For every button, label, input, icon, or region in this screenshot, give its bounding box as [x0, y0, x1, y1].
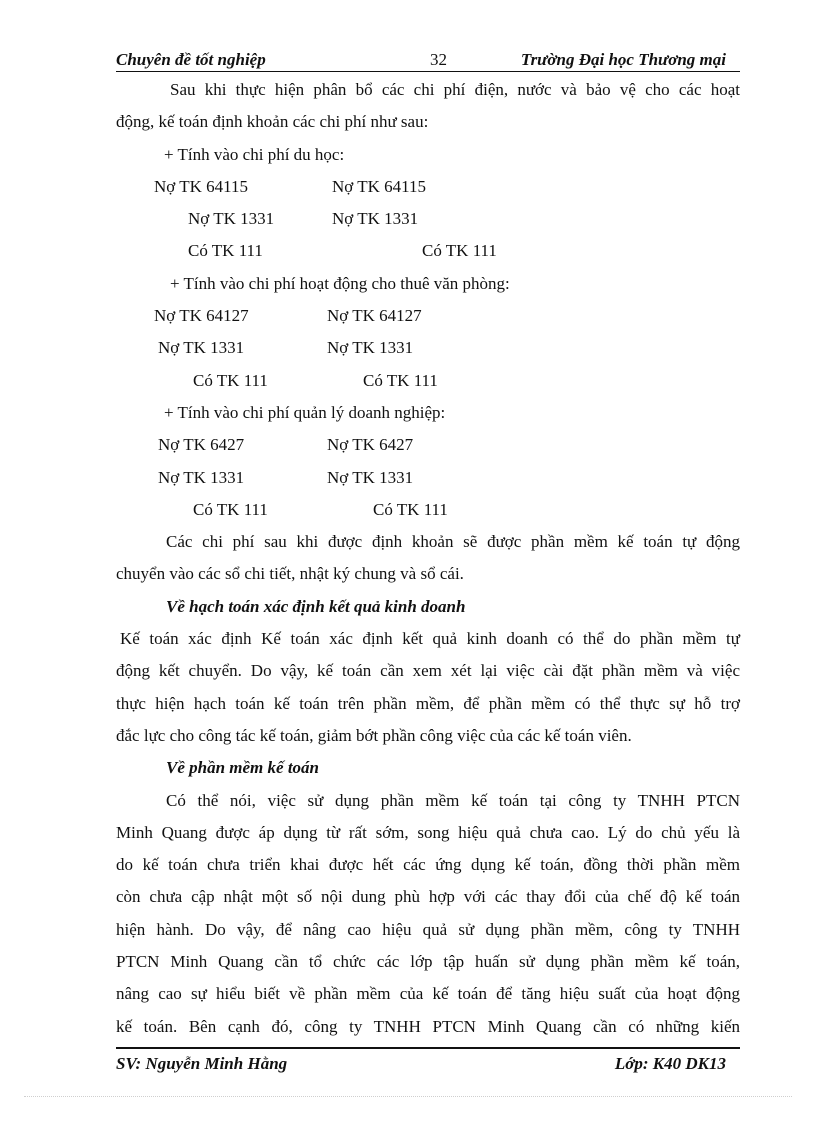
- entry-row: [116, 203, 740, 235]
- page-bottom-dotted-line: [24, 1096, 792, 1097]
- cho-thue-title: + Tính vào chi phí hoạt động cho thuê văn phòng:: [170, 273, 510, 293]
- paragraph-line: Sau khi thực hiện phân bổ các chi phí điện, nước và bảo vệ cho các hoạt: [170, 80, 740, 99]
- paragraph-line: Minh Quang được áp dụng từ rất sớm, song hiệu quả chưa cao. Lý do chủ yếu là: [116, 822, 740, 842]
- entry-row: [116, 365, 740, 397]
- paragraph-line: động, kế toán định khoản các chi phí như sau:: [116, 112, 429, 132]
- entry-right: Có TK 111: [422, 241, 497, 261]
- footer-class: Lớp: K40 DK13: [614, 1054, 726, 1073]
- entry-row: [116, 494, 740, 526]
- entry-left: Nợ TK 64115: [154, 176, 248, 196]
- entry-row: [116, 235, 740, 267]
- entry-right: Nợ TK 1331: [327, 338, 414, 358]
- entry-right: Nợ TK 6427: [327, 435, 414, 455]
- entry-row: [116, 171, 740, 203]
- entry-right: Nợ TK 1331: [327, 467, 414, 487]
- section-heading-kinh-doanh: Về hạch toán xác định kết quả kinh doanh: [166, 596, 466, 616]
- paragraph-line: hiện hành. Do vậy, để nâng cao hiệu quả sử dụng phần mềm, công ty TNHH: [116, 919, 740, 939]
- paragraph-line: do kế toán chưa triển khai được hết các ứng dụng kế toán, đồng thời phần mềm: [116, 855, 740, 875]
- entry-left: Nợ TK 1331: [158, 467, 245, 487]
- page-footer: [116, 1052, 740, 1076]
- paragraph-line: Có thể nói, việc sử dụng phần mềm kế toán tại công ty TNHH PTCN: [166, 790, 740, 810]
- entry-left: Có TK 111: [188, 241, 263, 261]
- entry-right: Có TK 111: [373, 499, 448, 519]
- entry-right: Nợ TK 1331: [332, 209, 419, 229]
- page-number: 32: [430, 50, 447, 69]
- paragraph-line: động kết chuyển. Do vậy, kế toán cần xem xét lại việc cài đặt phần mềm và việc: [116, 661, 740, 681]
- paragraph-line: thực hiện hạch toán kế toán trên phần mềm, để phần mềm có thể thực sự hỗ trợ: [116, 693, 740, 713]
- du-hoc-title: + Tính vào chi phí du học:: [164, 144, 345, 164]
- entry-left: Nợ TK 64127: [154, 306, 249, 326]
- paragraph-line: nâng cao sự hiểu biết về phần mềm của kế toán để tăng hiệu suất của hoạt động: [116, 984, 740, 1004]
- entry-left: Có TK 111: [193, 499, 268, 519]
- header-university: Trường Đại học Thương mại: [520, 50, 726, 69]
- entry-row: [116, 332, 740, 364]
- entry-right: Nợ TK 64115: [332, 176, 426, 196]
- document-body: [116, 74, 740, 1043]
- paragraph-line: kế toán. Bên cạnh đó, công ty TNHH PTCN Minh Quang cần có những kiến: [116, 1016, 740, 1036]
- entry-row: [116, 462, 740, 494]
- paragraph-line: chuyển vào các sổ chi tiết, nhật ký chung và sổ cái.: [116, 564, 464, 584]
- footer-student-name: SV: Nguyễn Minh Hằng: [116, 1054, 288, 1073]
- quan-ly-title: + Tính vào chi phí quản lý doanh nghiệp:: [164, 402, 446, 422]
- entry-row: [116, 429, 740, 461]
- entry-left: Nợ TK 6427: [158, 435, 245, 455]
- footer-rule: [116, 1047, 740, 1049]
- entry-right: Có TK 111: [363, 370, 438, 390]
- paragraph-line: Kế toán xác định Kế toán xác định kết quả kinh doanh có thể do phần mềm tự: [120, 629, 740, 649]
- header-thesis-title: Chuyên đề tốt nghiệp: [116, 50, 266, 69]
- entry-right: Nợ TK 64127: [327, 306, 422, 326]
- paragraph-line: PTCN Minh Quang cần tổ chức các lớp tập huấn sử dụng phần mềm kế toán,: [116, 952, 740, 972]
- paragraph-line: còn chưa cập nhật một số nội dung phù hợp với các thay đổi của chế độ kế toán: [116, 887, 740, 907]
- entry-left: Có TK 111: [193, 370, 268, 390]
- section-heading-phan-mem: Về phần mềm kế toán: [166, 758, 320, 778]
- paragraph-line: Các chi phí sau khi được định khoản sẽ được phần mềm kế toán tự động: [166, 532, 740, 552]
- header-rule: [116, 71, 740, 72]
- entry-row: [116, 300, 740, 332]
- entry-left: Nợ TK 1331: [158, 338, 245, 358]
- paragraph-line: đắc lực cho công tác kế toán, giảm bớt phần công việc của các kế toán viên.: [116, 725, 632, 745]
- page-header: [116, 48, 740, 72]
- entry-left: Nợ TK 1331: [188, 209, 275, 229]
